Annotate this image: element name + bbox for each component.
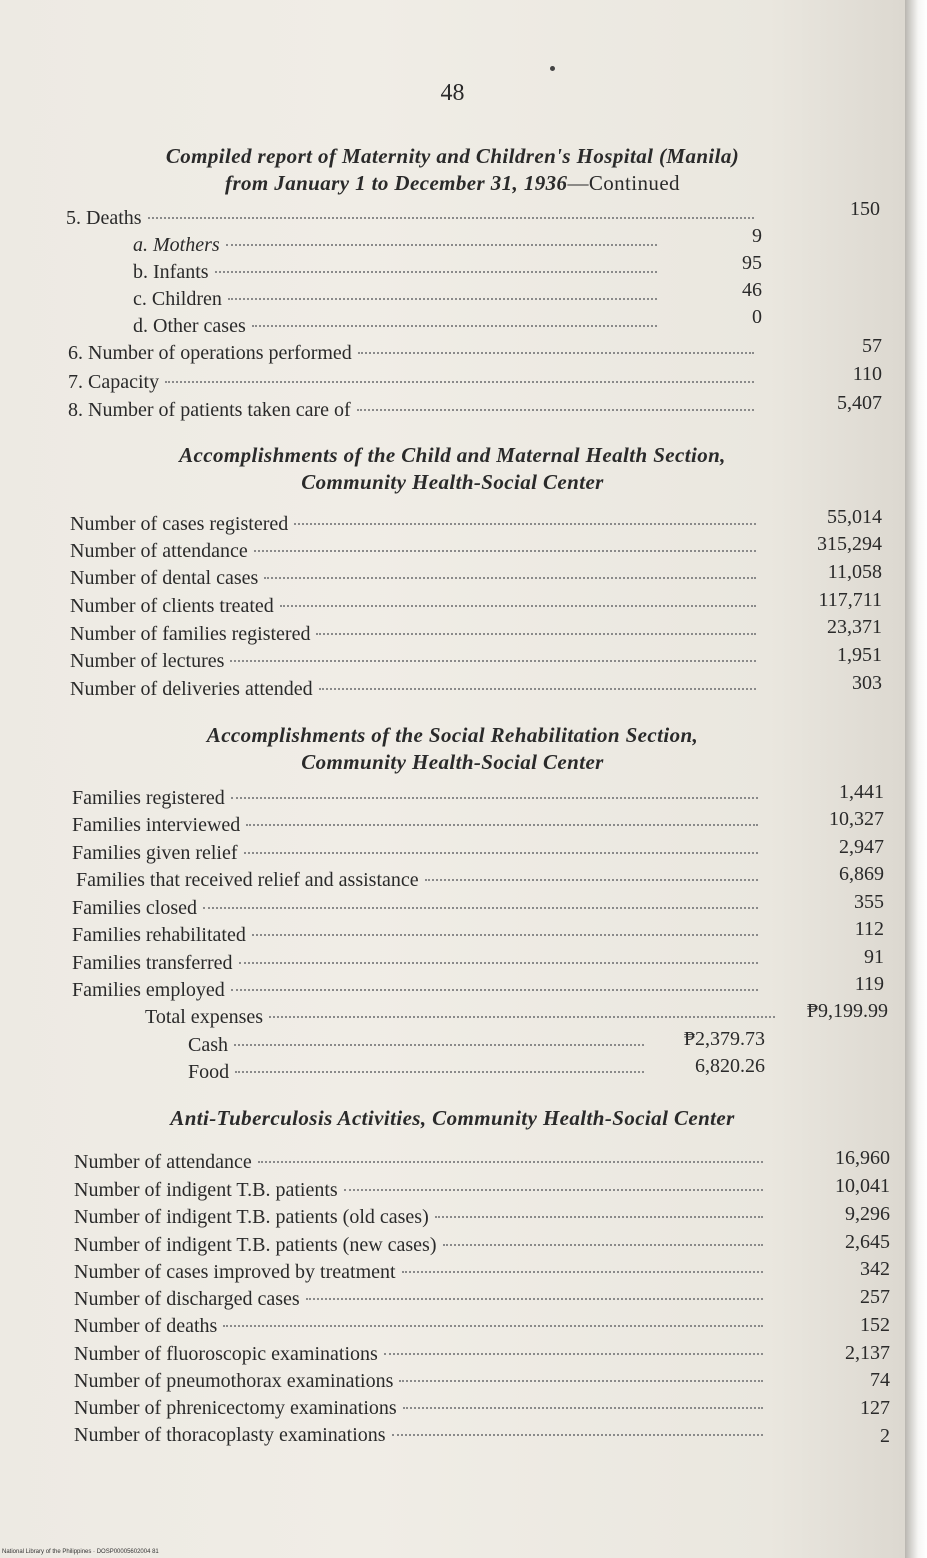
dot-leader	[252, 325, 657, 327]
report-row	[133, 313, 663, 340]
row-value: 2,947	[839, 836, 884, 858]
hospital-title-dates: from January 1 to December 31, 1936	[225, 171, 568, 195]
row-value: 117,711	[818, 589, 882, 611]
report-row	[74, 1422, 769, 1449]
row-label: Families rehabilitated	[72, 924, 246, 946]
dot-leader	[269, 1016, 775, 1018]
row-label: Families transferred	[72, 952, 233, 974]
dot-leader	[254, 550, 756, 552]
row-value: 127	[860, 1397, 890, 1419]
report-row	[133, 232, 663, 259]
dot-leader	[239, 962, 759, 964]
row-label: 6. Number of operations performed	[68, 342, 352, 364]
row-value: 55,014	[827, 506, 882, 528]
dot-leader	[264, 577, 756, 579]
row-value: 112	[854, 918, 884, 940]
report-row	[70, 621, 762, 648]
row-label: Total expenses	[145, 1006, 264, 1028]
report-row	[72, 840, 764, 867]
hospital-report-title	[0, 143, 905, 197]
dot-leader	[280, 605, 756, 607]
row-label: c. Children	[133, 288, 222, 310]
report-row	[72, 785, 764, 812]
row-label: Number of thoracoplasty examinations	[74, 1424, 386, 1446]
row-value: 5,407	[837, 392, 882, 414]
row-label: Number of cases registered	[70, 513, 289, 535]
report-row	[74, 1204, 769, 1231]
row-label: b. Infants	[133, 261, 209, 283]
dot-leader	[358, 352, 754, 354]
row-value: 2	[880, 1425, 890, 1447]
row-value: 1,951	[837, 644, 882, 666]
dot-leader	[226, 244, 657, 246]
dot-leader	[246, 824, 758, 826]
dot-leader	[425, 879, 758, 881]
dot-leader	[252, 934, 758, 936]
row-label: Families employed	[72, 979, 225, 1001]
row-value: 46	[742, 279, 762, 301]
row-value: 152	[860, 1314, 890, 1336]
row-label: Number of indigent T.B. patients	[74, 1179, 338, 1201]
hospital-title-line1: Compiled report of Maternity and Children's Hospital (Manila)	[165, 144, 740, 168]
row-label: 7. Capacity	[68, 371, 160, 393]
report-row	[188, 1032, 650, 1059]
dot-leader	[399, 1380, 763, 1382]
ink-speck	[550, 66, 555, 71]
report-row	[74, 1149, 769, 1176]
child-maternal-title	[0, 442, 905, 496]
row-label: Families interviewed	[72, 814, 241, 836]
report-row	[72, 950, 764, 977]
row-value: 95	[742, 252, 762, 274]
report-row	[76, 867, 764, 894]
row-label: Number of deliveries attended	[70, 678, 313, 700]
row-value: 74	[870, 1369, 890, 1391]
row-label: Number of indigent T.B. patients (new cases)	[74, 1234, 437, 1256]
dot-leader	[228, 298, 657, 300]
report-row	[74, 1341, 769, 1368]
dot-leader	[344, 1189, 763, 1191]
dot-leader	[258, 1161, 763, 1163]
report-row	[188, 1059, 650, 1086]
dot-leader	[443, 1244, 764, 1246]
row-label: Number of attendance	[74, 1151, 252, 1173]
row-value: 1,441	[839, 781, 884, 803]
dot-leader	[244, 852, 758, 854]
report-row	[74, 1395, 769, 1422]
report-row	[74, 1368, 769, 1395]
row-label: 5. Deaths	[66, 207, 142, 229]
dot-leader	[294, 523, 756, 525]
row-label: Families registered	[72, 787, 225, 809]
report-row	[72, 812, 764, 839]
row-label: Families given relief	[72, 842, 238, 864]
report-row	[68, 369, 760, 396]
row-label: Number of clients treated	[70, 595, 274, 617]
row-label: Number of fluoroscopic examinations	[74, 1343, 378, 1365]
row-value: 110	[852, 363, 882, 385]
hospital-title-continued: —Continued	[567, 171, 680, 195]
report-row	[74, 1177, 769, 1204]
row-value: 315,294	[817, 533, 882, 555]
row-value: 16,960	[835, 1147, 890, 1169]
row-label: Food	[188, 1061, 230, 1083]
dot-leader	[384, 1353, 763, 1355]
row-value: 91	[864, 946, 884, 968]
dot-leader	[357, 409, 754, 411]
dot-leader	[223, 1325, 763, 1327]
row-value: 10,041	[835, 1175, 890, 1197]
dot-leader	[403, 1407, 763, 1409]
row-label: Number of discharged cases	[74, 1288, 300, 1310]
row-value: 6,869	[839, 863, 884, 885]
row-value: 342	[860, 1258, 890, 1280]
dot-leader	[231, 797, 758, 799]
page-edge	[905, 0, 927, 1558]
row-label: Number of cases improved by treatment	[74, 1261, 396, 1283]
hospital-title-line2	[0, 170, 905, 197]
row-value: 355	[854, 891, 884, 913]
dot-leader	[319, 688, 756, 690]
row-label: 8. Number of patients taken care of	[68, 399, 351, 421]
dot-leader	[234, 1044, 644, 1046]
row-value: 303	[852, 672, 882, 694]
dot-leader	[306, 1298, 763, 1300]
dot-leader	[230, 660, 756, 662]
row-label: Number of attendance	[70, 540, 248, 562]
social-rehab-title-line1: Accomplishments of the Social Rehabilitation Section,	[206, 723, 699, 747]
archive-footer: National Library of the Philippines · DOSP00005602004 81	[2, 1549, 159, 1555]
social-rehab-title-line2: Community Health-Social Center	[301, 750, 604, 774]
row-value: 23,371	[827, 616, 882, 638]
report-row	[70, 593, 762, 620]
report-row	[133, 286, 663, 313]
child-maternal-title-line2: Community Health-Social Center	[301, 470, 604, 494]
dot-leader	[392, 1434, 763, 1436]
row-label: Cash	[188, 1034, 228, 1056]
page-number: 48	[440, 80, 465, 106]
row-label: Number of lectures	[70, 650, 225, 672]
row-value: 11,058	[827, 561, 882, 583]
row-label: Families that received relief and assistance	[76, 869, 419, 891]
report-row	[70, 676, 762, 703]
report-row	[72, 977, 764, 1004]
report-row	[70, 538, 762, 565]
row-value: ₱9,199.99	[806, 1000, 888, 1022]
row-value: 9	[752, 225, 762, 247]
dot-leader	[435, 1216, 763, 1218]
dot-leader	[235, 1071, 644, 1073]
report-row	[74, 1313, 769, 1340]
row-value: 9,296	[845, 1203, 890, 1225]
dot-leader	[165, 381, 754, 383]
row-value: 257	[860, 1286, 890, 1308]
row-value: 119	[854, 973, 884, 995]
report-row	[74, 1259, 769, 1286]
row-label: a. Mothers	[133, 234, 220, 256]
dot-leader	[148, 217, 754, 219]
row-value: 2,137	[845, 1342, 890, 1364]
anti-tb-title-line: Anti-Tuberculosis Activities, Community Health-Social Center	[170, 1106, 735, 1130]
report-row	[133, 259, 663, 286]
dot-leader	[402, 1271, 763, 1273]
report-row	[72, 922, 764, 949]
row-label: Number of phrenicectomy examinations	[74, 1397, 397, 1419]
row-value: 10,327	[829, 808, 884, 830]
report-row	[70, 511, 762, 538]
row-value: 6,820.26	[695, 1055, 765, 1077]
child-maternal-title-line1: Accomplishments of the Child and Maternal Health Section,	[179, 443, 726, 467]
report-row	[74, 1232, 769, 1259]
row-label: Number of pneumothorax examinations	[74, 1370, 394, 1392]
report-row	[68, 397, 760, 424]
dot-leader	[215, 271, 657, 273]
report-row	[72, 895, 764, 922]
row-value: 2,645	[845, 1231, 890, 1253]
report-row	[68, 340, 760, 367]
row-label: Number of indigent T.B. patients (old cases)	[74, 1206, 429, 1228]
row-label: Families closed	[72, 897, 197, 919]
row-value: 57	[862, 335, 882, 357]
dot-leader	[231, 989, 758, 991]
report-row	[74, 1286, 769, 1313]
report-row	[70, 648, 762, 675]
dot-leader	[203, 907, 758, 909]
row-value: ₱2,379.73	[683, 1028, 765, 1050]
anti-tb-title	[0, 1105, 905, 1132]
row-value: 150	[850, 198, 880, 220]
social-rehab-title	[0, 722, 905, 776]
report-row	[70, 565, 762, 592]
row-value: 0	[752, 306, 762, 328]
row-label: d. Other cases	[133, 315, 246, 337]
row-label: Number of families registered	[70, 623, 311, 645]
row-label: Number of dental cases	[70, 567, 259, 589]
dot-leader	[316, 633, 756, 635]
row-label: Number of deaths	[74, 1315, 218, 1337]
